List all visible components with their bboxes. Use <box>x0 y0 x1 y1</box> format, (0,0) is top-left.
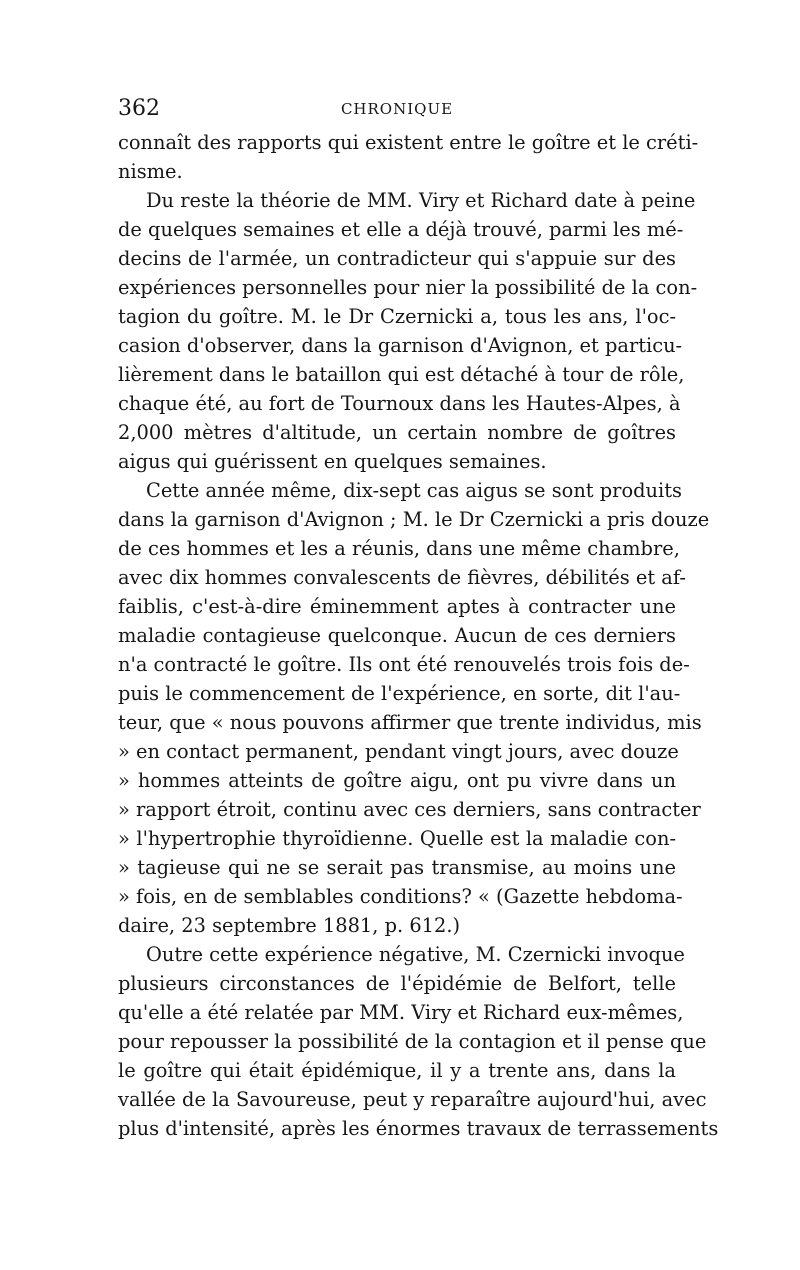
text-line: qu'elle a été relatée par MM. Viry et Richard eux-mêmes, <box>118 1001 684 1024</box>
text-line: puis le commencement de l'expérience, en sorte, dit l'au- <box>118 682 681 705</box>
text-line: decins de l'armée, un contradicteur qui s'appuie sur des <box>118 247 676 270</box>
text-line: Du reste la théorie de MM. Viry et Richard date à peine <box>146 189 696 212</box>
text-line: pour repousser la possibilité de la contagion et il pense que <box>118 1030 707 1053</box>
text-line: avec dix hommes convalescents de fièvres, débilités et af- <box>118 566 686 589</box>
text-line: le goître qui était épidémique, il y a trente ans, dans la <box>118 1059 676 1082</box>
text-line: lièrement dans le bataillon qui est détaché à tour de rôle, <box>118 363 685 386</box>
text-line: » fois, en de semblables conditions? « (Gazette hebdoma- <box>118 885 683 908</box>
text-line: tagion du goître. M. le Dr Czernicki a, tous les ans, l'oc- <box>118 305 676 328</box>
text-line: » en contact permanent, pendant vingt jours, avec douze <box>118 740 679 763</box>
text-line: connaît des rapports qui existent entre le goître et le créti- <box>118 131 699 154</box>
page-header <box>118 96 676 122</box>
running-title: CHRONIQUE <box>340 100 454 118</box>
text-line: maladie contagieuse quelconque. Aucun de ces derniers <box>118 624 676 647</box>
body-text <box>118 128 719 1143</box>
text-line: chaque été, au fort de Tournoux dans les Hautes-Alpes, à <box>118 392 681 415</box>
text-line: 2,000 mètres d'altitude, un certain nombre de goîtres <box>118 421 676 444</box>
text-line: plus d'intensité, après les énormes travaux de terrassements <box>118 1117 719 1140</box>
text-line: » rapport étroit, continu avec ces derniers, sans contracter <box>118 798 701 821</box>
text-line: vallée de la Savoureuse, peut y reparaître aujourd'hui, avec <box>118 1088 707 1111</box>
text-line: » hommes atteints de goître aigu, ont pu vivre dans un <box>118 769 676 792</box>
text-line: aigus qui guérissent en quelques semaines. <box>118 450 547 473</box>
text-line: de quelques semaines et elle a déjà trouvé, parmi les mé- <box>118 218 684 241</box>
text-line: faiblis, c'est-à-dire éminemment aptes à contracter une <box>118 595 676 618</box>
text-line: plusieurs circonstances de l'épidémie de Belfort, telle <box>118 972 676 995</box>
text-line: nisme. <box>118 160 183 183</box>
text-line: dans la garnison d'Avignon ; M. le Dr Czernicki a pris douze <box>118 508 710 531</box>
text-line: daire, 23 septembre 1881, p. 612.) <box>118 914 461 937</box>
text-line: casion d'observer, dans la garnison d'Avignon, et particu- <box>118 334 683 357</box>
text-line: de ces hommes et les a réunis, dans une même chambre, <box>118 537 680 560</box>
text-line: » tagieuse qui ne se serait pas transmise, au moins une <box>118 856 676 879</box>
text-line: n'a contracté le goître. Ils ont été renouvelés trois fois de- <box>118 653 690 676</box>
text-line: Outre cette expérience négative, M. Czernicki invoque <box>146 943 685 966</box>
text-line: Cette année même, dix-sept cas aigus se sont produits <box>146 479 682 502</box>
page-number: 362 <box>118 96 160 121</box>
text-line: » l'hypertrophie thyroïdienne. Quelle est la maladie con- <box>118 827 676 850</box>
text-line: expériences personnelles pour nier la possibilité de la con- <box>118 276 698 299</box>
text-line: teur, que « nous pouvons affirmer que trente individus, mis <box>118 711 702 734</box>
